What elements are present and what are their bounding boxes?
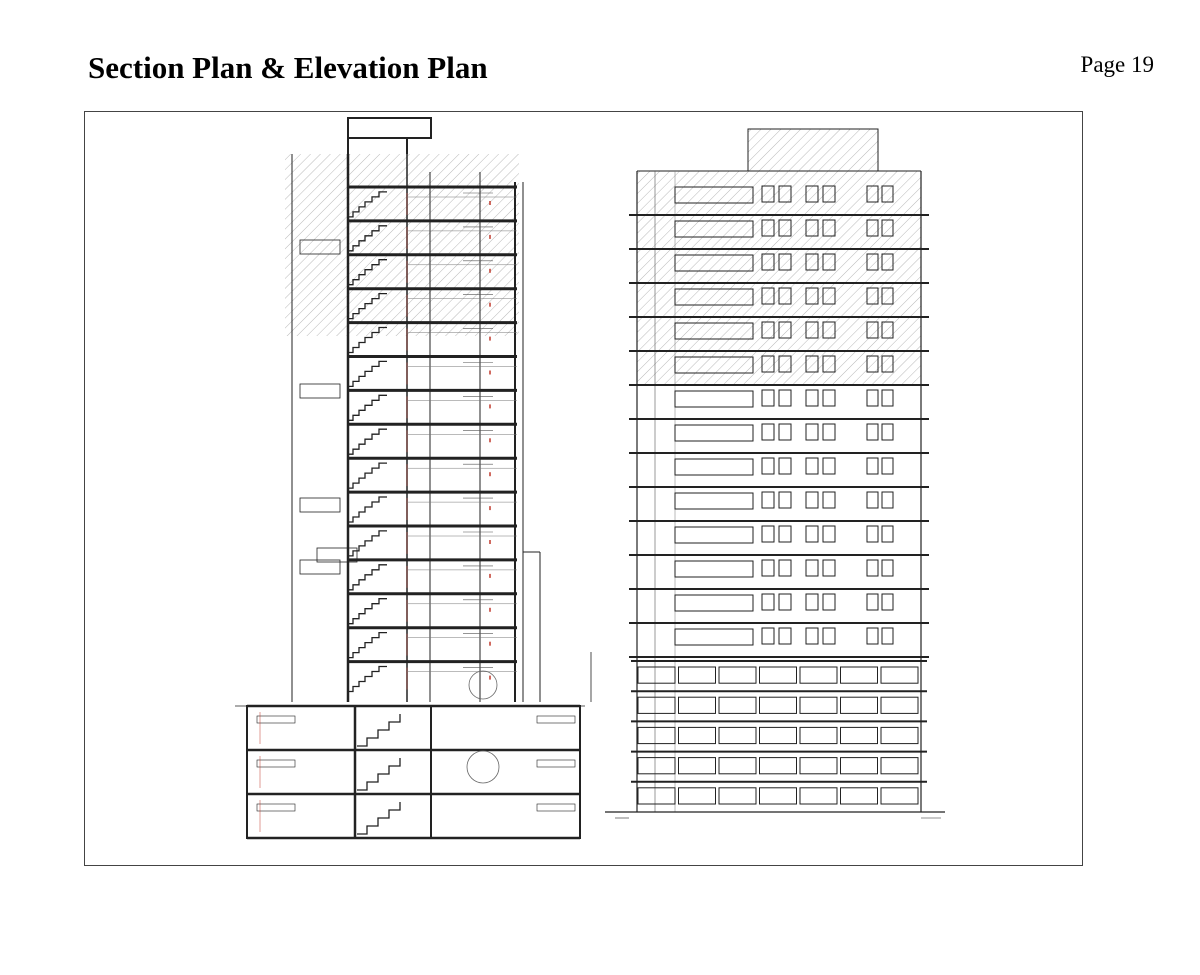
elevation-window-wide	[675, 561, 753, 577]
elevation-storefront-panel	[719, 727, 756, 743]
elevation-window	[867, 424, 878, 440]
car-symbol	[467, 751, 499, 783]
elevation-storefront-panel	[638, 667, 675, 683]
elevation-storefront-panel	[638, 788, 675, 804]
elevation-window	[806, 458, 818, 474]
elevation-storefront-panel	[881, 788, 918, 804]
elevation-window	[882, 560, 893, 576]
elevation-window	[882, 526, 893, 542]
elevation-storefront-panel	[760, 727, 797, 743]
elevation-window	[882, 492, 893, 508]
elevation-storefront-panel	[638, 758, 675, 774]
elevation-window	[806, 628, 818, 644]
section-basement-label	[537, 804, 575, 811]
section-stair	[349, 463, 387, 488]
elevation-storefront-panel	[760, 788, 797, 804]
elevation-storefront-panel	[719, 758, 756, 774]
elevation-window	[779, 594, 791, 610]
elevation-window	[779, 424, 791, 440]
elevation-window	[806, 424, 818, 440]
elevation-window	[867, 560, 878, 576]
elevation-window	[823, 390, 835, 406]
drawing-frame	[84, 111, 1083, 866]
elevation-window	[882, 458, 893, 474]
elevation-window	[867, 526, 878, 542]
elevation-window-wide	[675, 425, 753, 441]
elevation-window	[823, 628, 835, 644]
section-stair	[349, 531, 387, 556]
elevation-window	[867, 492, 878, 508]
elevation-window	[762, 458, 774, 474]
elevation-window	[867, 458, 878, 474]
elevation-window	[867, 594, 878, 610]
elevation-window	[882, 390, 893, 406]
architectural-drawing	[85, 112, 1082, 865]
elevation-window	[762, 560, 774, 576]
elevation-storefront-panel	[679, 667, 716, 683]
section-stair	[349, 429, 387, 454]
elevation-window	[762, 492, 774, 508]
elevation-window-wide	[675, 459, 753, 475]
elevation-window	[882, 628, 893, 644]
section-stair	[349, 497, 387, 522]
elevation-storefront-panel	[800, 758, 837, 774]
elevation-storefront-panel	[841, 667, 878, 683]
elevation-plan	[605, 129, 945, 818]
section-basement-stair	[357, 714, 400, 746]
section-basement-stair	[357, 758, 400, 790]
car-symbol	[469, 671, 497, 699]
section-stair	[349, 361, 387, 386]
section-balcony	[300, 498, 340, 512]
elevation-window	[806, 526, 818, 542]
elevation-storefront-panel	[841, 788, 878, 804]
elevation-storefront-panel	[881, 727, 918, 743]
section-basement-label	[537, 760, 575, 767]
elevation-window	[882, 424, 893, 440]
section-basement-label	[257, 804, 295, 811]
elevation-storefront-panel	[760, 758, 797, 774]
elevation-storefront-panel	[760, 697, 797, 713]
elevation-window	[823, 424, 835, 440]
elevation-storefront-panel	[719, 697, 756, 713]
elevation-window	[882, 594, 893, 610]
elevation-window	[762, 628, 774, 644]
section-stair	[349, 599, 387, 624]
elevation-storefront-panel	[719, 788, 756, 804]
elevation-window	[823, 526, 835, 542]
section-stair	[349, 667, 387, 692]
elevation-window	[823, 458, 835, 474]
elevation-window	[806, 492, 818, 508]
page-title: Section Plan & Elevation Plan	[88, 50, 488, 85]
elevation-window	[762, 594, 774, 610]
elevation-window	[762, 390, 774, 406]
elevation-storefront-panel	[638, 697, 675, 713]
elevation-storefront-panel	[719, 667, 756, 683]
elevation-storefront-panel	[881, 697, 918, 713]
section-basement-box	[247, 706, 580, 838]
elevation-storefront-panel	[638, 727, 675, 743]
elevation-window	[806, 560, 818, 576]
elevation-window	[823, 594, 835, 610]
elevation-window	[823, 560, 835, 576]
elevation-window	[779, 458, 791, 474]
section-hatch-massing	[285, 154, 519, 336]
elevation-window	[867, 628, 878, 644]
section-stair	[349, 565, 387, 590]
elevation-window-wide	[675, 629, 753, 645]
elevation-window	[806, 594, 818, 610]
section-basement-label	[537, 716, 575, 723]
section-balcony	[300, 384, 340, 398]
elevation-storefront-panel	[841, 697, 878, 713]
section-stair	[349, 395, 387, 420]
page-number: Page 19	[1080, 52, 1154, 77]
elevation-window	[762, 424, 774, 440]
elevation-storefront-panel	[679, 697, 716, 713]
elevation-window	[779, 628, 791, 644]
elevation-storefront-panel	[800, 667, 837, 683]
section-basement-label	[257, 760, 295, 767]
elevation-storefront-panel	[841, 758, 878, 774]
elevation-storefront-panel	[800, 727, 837, 743]
elevation-storefront-panel	[881, 667, 918, 683]
elevation-window-wide	[675, 595, 753, 611]
elevation-crown	[748, 129, 878, 171]
elevation-storefront-panel	[679, 788, 716, 804]
elevation-window	[779, 492, 791, 508]
section-basement-stair	[357, 802, 400, 834]
elevation-window-wide	[675, 493, 753, 509]
section-basement-label	[257, 716, 295, 723]
elevation-window	[823, 492, 835, 508]
elevation-window	[762, 526, 774, 542]
elevation-window-wide	[675, 527, 753, 543]
elevation-window	[806, 390, 818, 406]
elevation-storefront-panel	[679, 727, 716, 743]
section-rooftop	[348, 118, 431, 138]
elevation-storefront-panel	[679, 758, 716, 774]
elevation-window	[779, 526, 791, 542]
elevation-window	[867, 390, 878, 406]
elevation-storefront-panel	[800, 788, 837, 804]
elevation-window	[779, 560, 791, 576]
elevation-storefront-panel	[760, 667, 797, 683]
section-stair	[349, 633, 387, 658]
elevation-storefront-panel	[881, 758, 918, 774]
elevation-storefront-panel	[841, 727, 878, 743]
section-plan	[235, 118, 591, 838]
elevation-window	[779, 390, 791, 406]
elevation-window-wide	[675, 391, 753, 407]
elevation-storefront-panel	[800, 697, 837, 713]
